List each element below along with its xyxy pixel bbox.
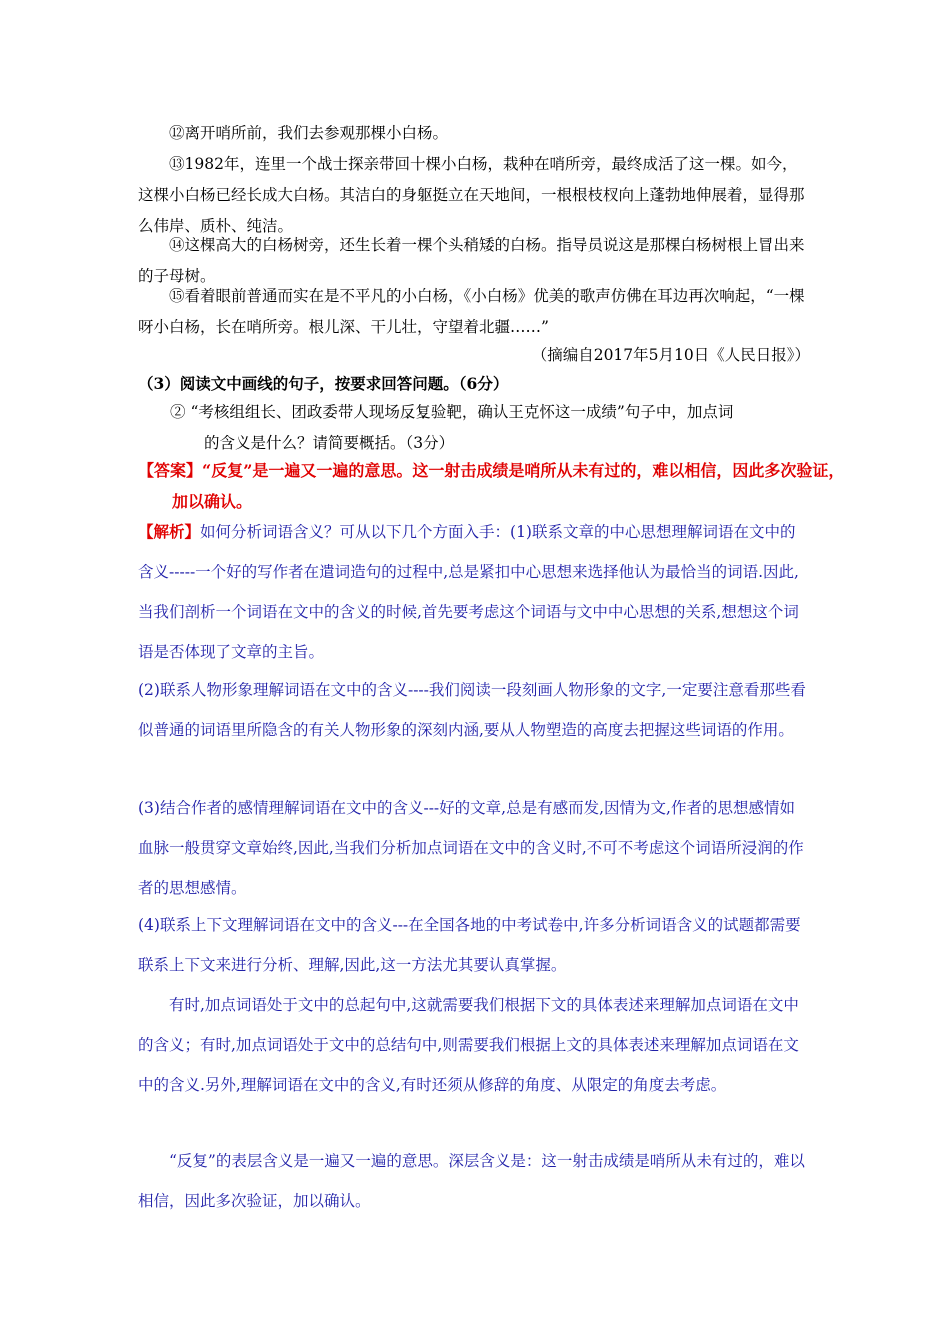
analysis-paragraph-6: “反复”的表层含义是一遍又一遍的意思。深层含义是：这一射击成绩是哨所从未有过的，难以相信，因此多次验证，加以确认。	[138, 1152, 805, 1210]
answer-tag: 【答案】	[138, 461, 203, 480]
passage-paragraph-12: ⑫离开哨所前，我们去参观那棵小白杨。	[169, 124, 449, 142]
analysis-point-3: (3)结合作者的感情理解词语在文中的含义---好的文章,总是有感而发,因情为文,作者的思想感情如血脉一般贯穿文章始终,因此,当我们分析加点词语在文中的含义时,不可不考虑这个词语所浸润的作者的思想感情。	[138, 799, 804, 897]
analysis-point-4: (4)联系上下文理解词语在文中的含义---在全国各地的中考试卷中,许多分析词语含义的试题都需要联系上下文来进行分析、理解,因此,这一方法尤其要认真掌握。	[138, 916, 801, 974]
analysis-tag: 【解析】	[138, 522, 201, 541]
question-item-line-2: 的含义是什么？请简要概括。（3分）	[204, 434, 455, 452]
emphasis-dot-char-1: 反 ·	[400, 397, 416, 428]
passage-paragraph-14: ⑭这棵高大的白杨树旁，还生长着一棵个头稍矮的白杨。指导员说这是那棵白杨树根上冒出来的子母树。	[138, 236, 805, 285]
passage-paragraph-15: ⑮看着眼前普通而实在是不平凡的小白杨，《小白杨》优美的歌声仿佛在耳边再次响起，“一棵呀小白杨，长在哨所旁。根儿深、干儿壮，守望着北疆……”	[138, 287, 805, 336]
question-item-text-before: “考核组组长、团政委带人现场	[190, 403, 400, 421]
question-header: （3）阅读文中画线的句子，按要求回答问题。（6分）	[138, 374, 509, 393]
question-item-number: ②	[170, 403, 186, 421]
answer-text: “反复”是一遍又一遍的意思。这一射击成绩是哨所从未有过的，难以相信，因此多次验证，加以确认。	[172, 461, 845, 511]
analysis-paragraph-5: 有时,加点词语处于文中的总起句中,这就需要我们根据下文的具体表述来理解加点词语在文中的含义；有时,加点词语处于文中的总结句中,则需要我们根据上文的具体表述来理解加点词语在文中的含义.另外,理解词语在文中的含义,有时还须从修辞的角度、从限定的角度去考虑。	[138, 996, 799, 1094]
answer-block	[138, 455, 852, 517]
question-item-text-after: 验靶，确认王克怀这一成绩”句子中，加点词	[430, 403, 734, 421]
passage-source: （摘编自2017年5月10日《人民日报》）	[531, 346, 810, 364]
emphasis-dot-char-2: 复 ·	[415, 397, 431, 428]
question-item	[170, 397, 820, 428]
analysis-intro-text: 如何分析词语含义？可从以下几个方面入手：(1)联系文章的中心思想理解词语在文中的含义-----一个好的写作者在遣词造句的过程中,总是紧扣中心思想来选择他认为最恰当的词语.因此,当我们剖析一个词语在文中的含义的时候,首先要考虑这个词语与文中中心思想的关系,想想这个词语是否体现了文章的主旨。	[138, 523, 799, 661]
analysis-point-2: (2)联系人物形象理解词语在文中的含义----我们阅读一段刻画人物形象的文字,一定要注意看那些看似普通的词语里所隐含的有关人物形象的深刻内涵,要从人物塑造的高度去把握这些词语的作用。	[138, 681, 806, 739]
passage-paragraph-13: ⑬1982年，连里一个战士探亲带回十棵小白杨，栽种在哨所旁，最终成活了这一棵。如今，这棵小白杨已经长成大白杨。其洁白的身躯挺立在天地间，一根根枝杈向上蓬勃地伸展着，显得那么伟岸、质朴、纯洁。	[138, 155, 805, 235]
analysis-intro	[138, 512, 810, 672]
